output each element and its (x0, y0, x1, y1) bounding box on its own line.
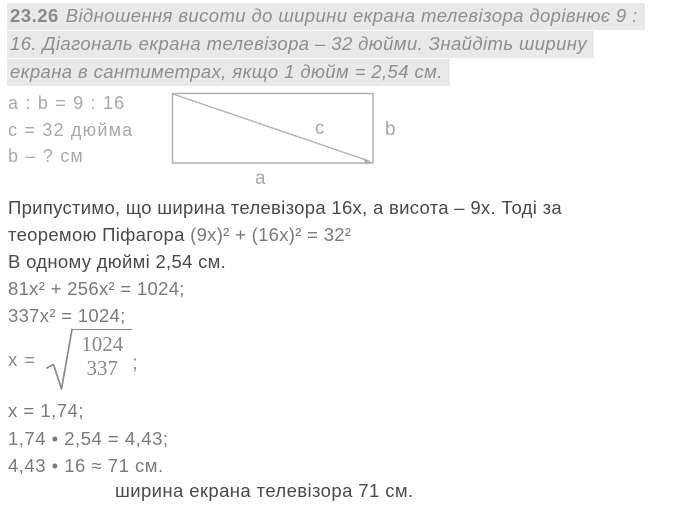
pythagoras-prefix: теоремою Піфагора (8, 224, 191, 245)
solution-assumption: Припустимо, що ширина телевізора 16х, а висота – 9х. Тоді за (8, 197, 562, 218)
diagram-label-c: c (315, 118, 325, 139)
problem-number: 23.26 (10, 5, 59, 26)
diagram-label-b: b (385, 119, 396, 140)
statement-line-3 (7, 59, 450, 86)
statement-text-1: Відношення висоти до ширини екрана телевізора дорівнює 9 : (65, 5, 638, 26)
fraction (72, 329, 132, 380)
statement-line-1 (7, 3, 645, 30)
fraction-denominator: 337 (86, 355, 118, 380)
calc-line-1: 1,74 • 2,54 = 4,43; (8, 428, 169, 449)
x-value-line: х = 1,74; (8, 400, 84, 421)
calc-line-2: 4,43 • 16 ≈ 71 см. (8, 455, 164, 476)
solution-equation-2: 337х² = 1024; (8, 305, 126, 326)
solution-steps (8, 194, 562, 329)
statement-text-2: 16. Діагональ екрана телевізора – 32 дюйми. Знайдіть ширину (10, 33, 588, 54)
sqrt-semicolon: ; (132, 353, 138, 374)
given-ratio: a : b = 9 : 16 (8, 93, 126, 113)
radical-sign-icon (46, 327, 73, 393)
diagram-label-a: a (255, 168, 266, 189)
sqrt-expression (8, 327, 137, 393)
given-diagonal: c = 32 дюйма (8, 119, 134, 140)
solution-pythagoras (8, 221, 562, 248)
diagonal-line (173, 94, 369, 161)
sqrt-lhs: х = (8, 349, 37, 370)
fraction-numerator: 1024 (81, 331, 124, 356)
given-find: b – ? см (8, 146, 85, 166)
solution-equation-1: 81х² + 256х² = 1024; (8, 278, 185, 299)
final-answer: ширина екрана телевізора 71 см. (115, 480, 414, 501)
solution-inch-note: В одному дюймі 2,54 см. (8, 251, 227, 272)
rectangle-diagonal-figure (163, 85, 413, 190)
given-data (8, 90, 133, 170)
tv-screen-diagram (163, 85, 413, 195)
pythagoras-equation: (9х)² + (16х)² = 32² (190, 224, 352, 245)
problem-statement (7, 3, 645, 87)
statement-text-3: екрана в сантиметрах, якщо 1 дюйм = 2,54 см. (10, 61, 443, 82)
statement-line-2 (7, 31, 594, 58)
